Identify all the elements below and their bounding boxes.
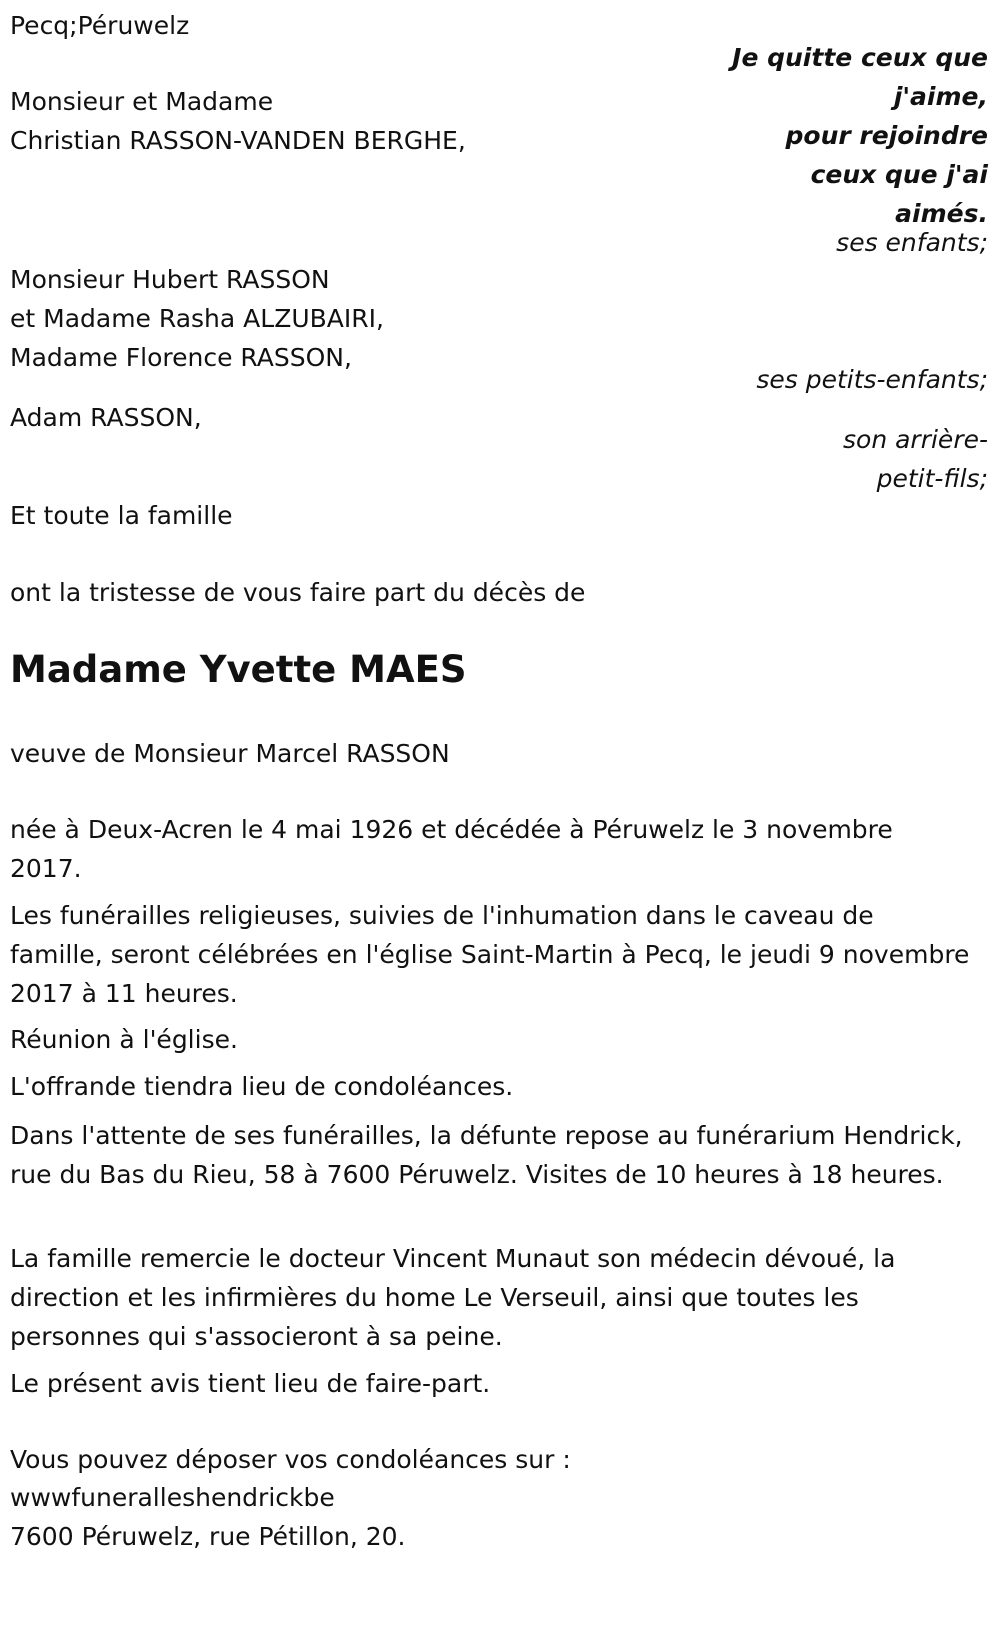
announcement: ont la tristesse de vous faire part du décès de <box>10 578 586 607</box>
quote-line: ceux que j'ai <box>810 160 988 189</box>
grandchildren-line: et Madame Rasha ALZUBAIRI, <box>10 304 384 333</box>
address: 7600 Péruwelz, rue Pétillon, 20. <box>10 1522 406 1551</box>
offering-paragraph: L'offrande tiendra lieu de condoléances. <box>10 1072 514 1101</box>
grandchildren-label: ses petits-enfants; <box>756 365 988 394</box>
quote-line: aimés. <box>895 199 988 228</box>
children-label: ses enfants; <box>836 228 988 257</box>
great-grandson-label-line: son arrière- <box>843 425 988 454</box>
quote <box>732 38 988 233</box>
grandchildren-line: Monsieur Hubert RASSON <box>10 265 330 294</box>
condolences-intro: Vous pouvez déposer vos condoléances sur : <box>10 1445 571 1474</box>
children-names <box>10 82 466 160</box>
grandchildren-line: Madame Florence RASSON, <box>10 343 352 372</box>
notice-paragraph: Le présent avis tient lieu de faire-part. <box>10 1369 491 1398</box>
children-line: Christian RASSON-VANDEN BERGHE, <box>10 126 466 155</box>
quote-line: Je quitte ceux que <box>732 43 988 72</box>
great-grandson-label <box>843 420 988 498</box>
quote-line: j'aime, <box>893 82 988 111</box>
quote-line: pour rejoindre <box>785 121 988 150</box>
great-grandson-label-line: petit-fils; <box>876 464 988 493</box>
great-grandson-name: Adam RASSON, <box>10 403 202 432</box>
location-line: Pecq;Péruwelz <box>10 11 190 40</box>
deceased-name: Madame Yvette MAES <box>10 648 467 691</box>
thanks-paragraph: La famille remercie le docteur Vincent Munaut son médecin dévoué, la direction et les infirmières du home Le Verseuil, ainsi que toutes les personnes qui s'associeront à sa peine. <box>10 1244 896 1351</box>
funerarium-paragraph: Dans l'attente de ses funérailles, la défunte repose au funérarium Hendrick, rue du Bas du Rieu, 58 à 7600 Péruwelz. Visites de 10 heures à 18 heures. <box>10 1121 963 1189</box>
extended-family: Et toute la famille <box>10 501 233 530</box>
birth-death-paragraph: née à Deux-Acren le 4 mai 1926 et décédée à Péruwelz le 3 novembre 2017. <box>10 815 893 883</box>
grandchildren-names <box>10 260 384 377</box>
meeting-paragraph: Réunion à l'église. <box>10 1025 238 1054</box>
funeral-paragraph: Les funérailles religieuses, suivies de l'inhumation dans le caveau de famille, seront célébrées en l'église Saint-Martin à Pecq, le jeudi 9 novembre 2017 à 11 heures. <box>10 901 970 1008</box>
children-line: Monsieur et Madame <box>10 87 274 116</box>
website-link[interactable]: wwwfuneralleshendrickbe <box>10 1483 335 1512</box>
widow-of: veuve de Monsieur Marcel RASSON <box>10 739 450 768</box>
